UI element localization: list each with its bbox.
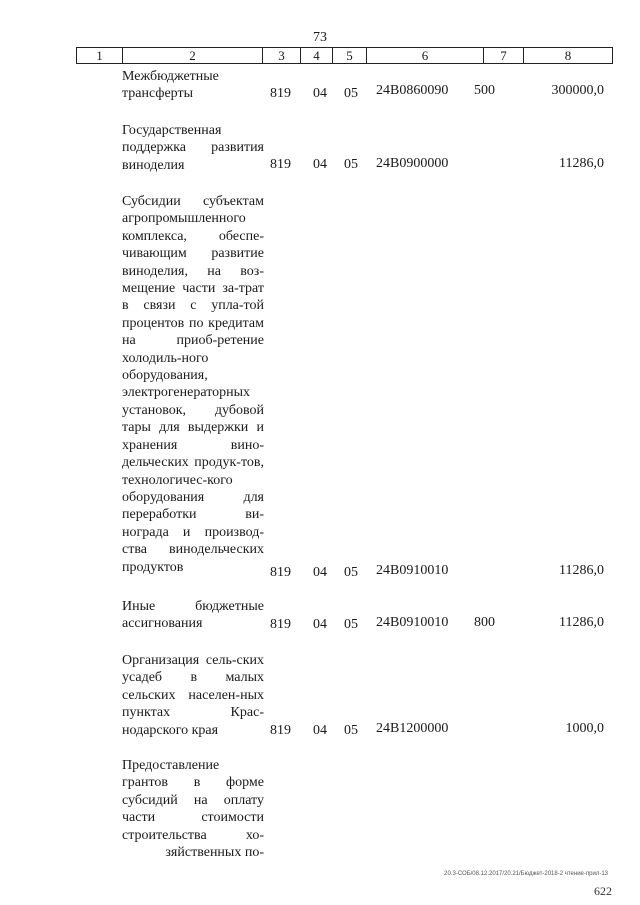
row-code-3: 819 — [270, 565, 291, 580]
row-code-6: 24В0900000 — [376, 156, 449, 171]
header-col-8: 8 — [564, 48, 572, 63]
row-code-6: 24В0860090 — [376, 83, 449, 98]
row-name: Организация сель-ских усадеб в малых сельских населен-ных пунктах Крас-нодарского края — [122, 653, 264, 738]
header-col-7: 7 — [484, 48, 524, 63]
header-col-5: 5 — [333, 48, 367, 63]
row-name: Иные бюджетные ассигнования — [122, 599, 264, 632]
row-code-3: 819 — [270, 157, 291, 172]
row-code-3: 819 — [270, 86, 291, 101]
row-code-5: 05 — [344, 86, 358, 101]
row-name: Государственная поддержка развития виноделия — [122, 123, 264, 173]
row-code-6: 24В0910010 — [376, 563, 449, 578]
page-number: 73 — [313, 30, 327, 45]
row-name: Предоставление грантов в форме субсидий на оплату части стоимости строительства хо-зяйственных по- — [122, 758, 264, 861]
row-code-3: 819 — [270, 723, 291, 738]
row-code-7: 800 — [474, 615, 495, 630]
row-code-6: 24В0910010 — [376, 615, 449, 630]
row-code-3: 819 — [270, 617, 291, 632]
header-col-3: 3 — [263, 48, 301, 63]
row-code-5: 05 — [344, 723, 358, 738]
row-amount: 11286,0 — [559, 615, 604, 630]
row-amount: 11286,0 — [559, 563, 604, 578]
header-col-1: 1 — [77, 48, 123, 63]
header-col-6: 6 — [367, 48, 484, 63]
row-code-5: 05 — [344, 565, 358, 580]
row-code-4: 04 — [313, 157, 327, 172]
row-code-4: 04 — [313, 565, 327, 580]
row-amount: 1000,0 — [565, 721, 604, 736]
row-name: Субсидии субъектам агропромышленного комплекса, обеспе-чивающим развитие виноделия, на воз-мещение части за-трат в связи с упла-той процентов по кредитам на приоб-ретение холодиль-ного оборудования, электрогенераторных установок, дубовой тары для выдержки и хранения вино-дельческих продук-тов, технологичес-кого оборудования для переработки ви-нограда и производ-ства винодельческих продуктов — [122, 194, 264, 575]
row-amount: 11286,0 — [559, 156, 604, 171]
row-name: Межбюджетные трансферты — [122, 69, 219, 102]
row-code-5: 05 — [344, 157, 358, 172]
row-code-4: 04 — [313, 86, 327, 101]
row-code-7: 500 — [474, 83, 495, 98]
row-code-5: 05 — [344, 617, 358, 632]
row-code-6: 24В1200000 — [376, 721, 449, 736]
document-code: 20.3-СОБ/08.12.2017/20.21/Бюджет-2018-2 чтение-прил-13 — [444, 871, 608, 877]
row-amount: 300000,0 — [551, 83, 604, 98]
row-code-4: 04 — [313, 617, 327, 632]
table-header — [76, 47, 613, 64]
header-col-2: 2 — [123, 48, 263, 63]
row-code-4: 04 — [313, 723, 327, 738]
sheet-number: 622 — [594, 884, 612, 898]
header-col-4: 4 — [301, 48, 333, 63]
